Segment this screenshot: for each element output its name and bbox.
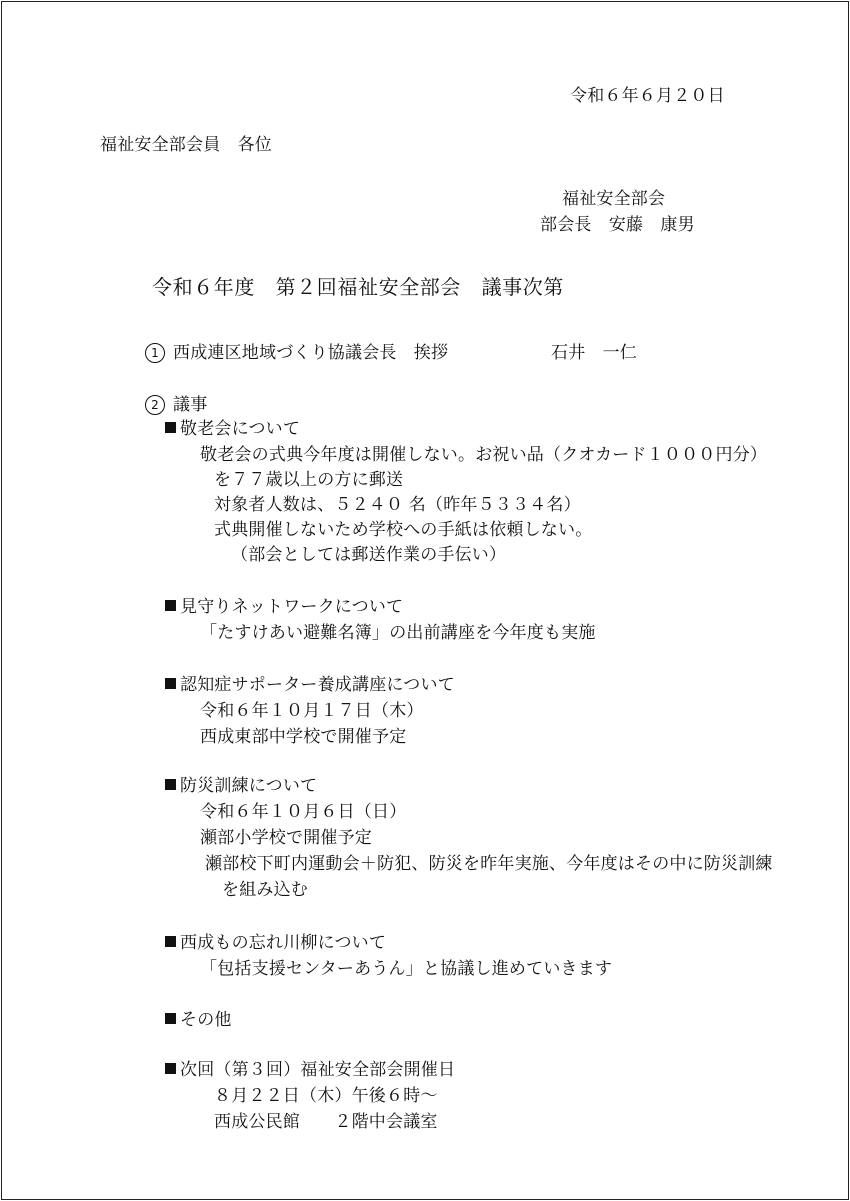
item-text: 議事	[173, 395, 208, 415]
section-heading: その他	[165, 1009, 232, 1031]
square-bullet-icon	[165, 678, 176, 689]
square-bullet-icon	[165, 1013, 176, 1024]
section-line: 令和６年１０月６日（日）	[200, 802, 407, 822]
agenda-item-1	[145, 342, 448, 364]
section-line: を組み込む	[222, 880, 308, 900]
section-line: ８月２２日（木）午後６時～	[214, 1086, 438, 1106]
section-heading: 敬老会について	[165, 418, 300, 440]
section-line: 対象者人数は、５２４０ 名（昨年５３３４名）	[214, 495, 581, 515]
page-border	[1, 1, 849, 1200]
sender-chair: 部会長 安藤 康男	[540, 215, 695, 235]
section-line: 瀬部小学校で開催予定	[200, 828, 372, 848]
section-line: 敬老会の式典今年度は開催しない。お祝い品（クオカード１０００円分）	[200, 445, 768, 465]
section-heading: 防災訓練について	[165, 775, 317, 797]
square-bullet-icon	[165, 600, 176, 611]
agenda-title: 令和６年度 第２回福祉安全部会 議事次第	[152, 275, 564, 299]
section-line: 西成東部中学校で開催予定	[200, 727, 407, 747]
section-line: 「たすけあい避難名簿」の出前講座を今年度も実施	[200, 623, 596, 643]
section-line: 式典開催しないため学校への手紙は依頼しない。	[214, 520, 593, 540]
square-bullet-icon	[165, 779, 176, 790]
section-line: （部会としては郵送作業の手伝い）	[231, 545, 507, 565]
section-line: 瀬部校下町内運動会＋防犯、防災を昨年実施、今年度はその中に防災訓練	[205, 854, 773, 874]
section-line: を７７歳以上の方に郵送	[214, 470, 404, 490]
square-bullet-icon	[165, 936, 176, 947]
section-heading: 認知症サポーター養成講座について	[165, 674, 455, 696]
item-number: 2	[145, 395, 165, 415]
square-bullet-icon	[165, 1063, 176, 1074]
square-bullet-icon	[165, 422, 176, 433]
section-line: 令和６年１０月１７日（木）	[200, 701, 424, 721]
agenda-item-2	[145, 394, 207, 416]
section-heading: 見守りネットワークについて	[165, 596, 403, 618]
section-heading: 次回（第３回）福祉安全部会開催日	[165, 1059, 455, 1081]
document-date: 令和６年６月２０日	[570, 86, 725, 106]
section-line: 「包括支援センターあうん」と協議し進めていきます	[200, 959, 613, 979]
section-heading: 西成もの忘れ川柳について	[165, 932, 386, 954]
item-number: 1	[145, 343, 165, 363]
item-text: 西成連区地域づくり協議会長 挨拶	[173, 343, 449, 363]
section-line: 西成公民館 ２階中会議室	[214, 1112, 438, 1132]
greeting-person: 石井 一仁	[551, 343, 637, 363]
sender-org: 福祉安全部会	[562, 189, 666, 209]
addressee: 福祉安全部会員 各位	[100, 135, 272, 155]
